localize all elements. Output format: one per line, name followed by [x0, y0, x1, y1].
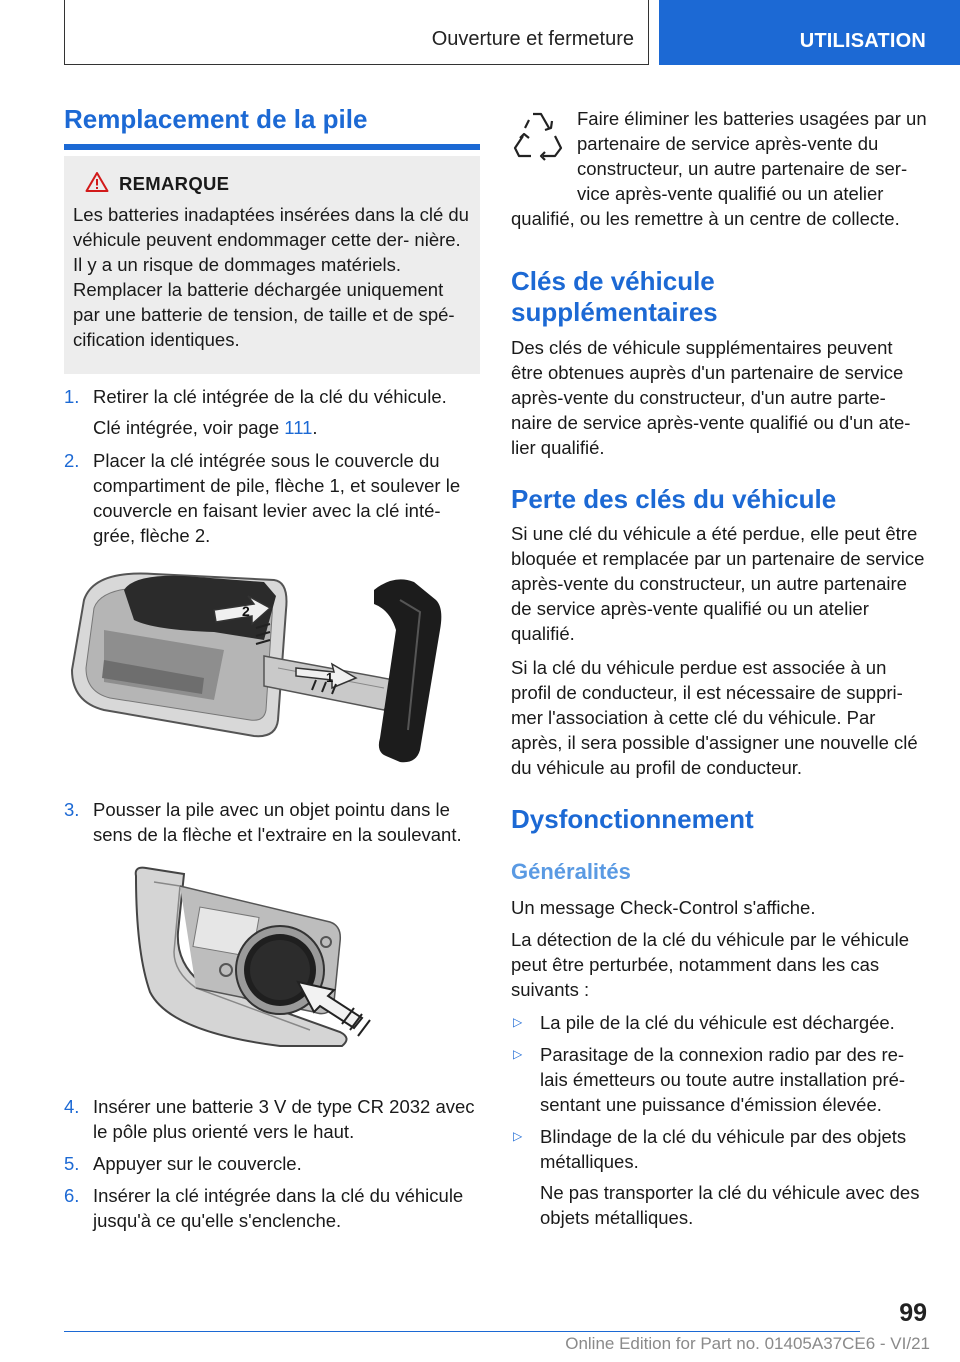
illustration-battery-push: [130, 862, 392, 1052]
header-section-tab[interactable]: [659, 0, 960, 65]
lost-keys-text-2: Si la clé du véhicule perdue est associée à un profil de conducteur, il est nécessaire de suppri- mer l'association à cette clé du véhicule. Par après, il sera possible d'assigner une nouvelle clé du véhicule au profil de conducteur.: [511, 657, 918, 778]
notice-label: REMARQUE: [119, 173, 230, 194]
header-chapter-box: [64, 0, 649, 65]
step-1: [64, 384, 480, 440]
page-link[interactable]: 111: [284, 417, 313, 438]
list-item: [511, 1124, 927, 1230]
notice-header: [85, 170, 470, 198]
header-section: UTILISATION: [799, 30, 926, 52]
notice-box: [64, 156, 480, 374]
step-4: [64, 1094, 480, 1144]
general-text-1: Un message Check-Control s'affiche.: [511, 897, 816, 918]
step-number: 5.: [64, 1153, 80, 1174]
illustration-key-removal: [64, 560, 476, 770]
bullet-triangle-icon: ▷: [513, 1015, 523, 1029]
section-title-extra-keys: [511, 266, 927, 328]
reference-suffix: .: [312, 417, 318, 438]
step-text: Pousser la pile avec un objet pointu dans le sens de la flèche et l'extraire en la soulevant.: [93, 799, 462, 845]
step-text: Placer la clé intégrée sous le couvercle du compartiment de pile, flèche 1, et soulever le couvercle en faisant levier avec la clé inté- grée, flèche 2.: [93, 450, 461, 546]
header-chapter: Ouverture et fermeture: [431, 28, 634, 50]
footer-edition: Online Edition for Part no. 01405A37CE6 - VI/21: [565, 1334, 930, 1353]
step-2: [64, 448, 480, 548]
title-line-1: Clés de véhicule: [511, 266, 715, 296]
reference-prefix: Clé intégrée, voir page: [93, 417, 285, 438]
bullet-triangle-icon: ▷: [513, 1047, 523, 1061]
bullet-text: Blindage de la clé du véhicule par des objets métalliques.: [540, 1126, 907, 1172]
arrow-1-label: 1: [326, 670, 334, 685]
step-1-reference: [93, 415, 480, 440]
step-number: 3.: [64, 799, 80, 820]
step-text: Appuyer sur le couvercle.: [93, 1153, 302, 1174]
bullet-text: La pile de la clé du véhicule est déchargée.: [540, 1012, 895, 1033]
disposal-block: [511, 106, 927, 231]
page-number: 99: [899, 1299, 927, 1327]
step-text: Insérer la clé intégrée dans la clé du véhicule jusqu'à ce qu'elle s'enclenche.: [93, 1185, 464, 1231]
footer-rule: [64, 1331, 860, 1332]
section-title-lost-keys: Perte des clés du véhicule: [511, 484, 837, 514]
lost-keys-text-1: Si une clé du véhicule a été perdue, elle peut être bloquée et remplacée par un partenaire de service après-vente du constructeur, un autre partenaire de service après-vente qualifié ou un atelier qualifié.: [511, 523, 925, 644]
notice-text: Les batteries inadaptées insérées dans la clé du véhicule peuvent endommager cette der- nière. Il y a un risque de dommages matériels. Remplacer la batterie déchargée uniquement par une batterie de tension, de taille et de spé- cification identiques.: [73, 204, 469, 350]
step-3: [64, 797, 480, 847]
title-line-2: supplémentaires: [511, 297, 718, 327]
recycling-icon: [511, 106, 571, 182]
list-item: [511, 1042, 927, 1117]
section-title-battery: Remplacement de la pile: [64, 104, 368, 134]
extra-keys-text: Des clés de véhicule supplémentaires peuvent être obtenues auprès d'un partenaire de service après-vente du constructeur, d'un autre parte- naire de service après-vente qualifié ou d'un ate- lier qualifié.: [511, 337, 911, 458]
bullet-note: Ne pas transporter la clé du véhicule avec des objets métalliques.: [540, 1182, 920, 1228]
arrow-2-label: 2: [242, 603, 250, 619]
bullet-text: Parasitage de la connexion radio par des re- lais émetteurs ou toute autre installation pré- sentant une puissance d'émission élevée.: [540, 1044, 906, 1115]
step-6: [64, 1183, 480, 1233]
step-text: Retirer la clé intégrée de la clé du véhicule.: [93, 386, 447, 407]
warning-icon: [85, 171, 109, 198]
step-5: [64, 1151, 480, 1176]
bullet-triangle-icon: ▷: [513, 1129, 523, 1143]
title-rule: [64, 144, 480, 150]
general-text-2: La détection de la clé du véhicule par le véhicule peut être perturbée, notamment dans les cas suivants :: [511, 929, 910, 1000]
step-text: Insérer une batterie 3 V de type CR 2032 avec le pôle plus orienté vers le haut.: [93, 1096, 475, 1142]
step-number: 4.: [64, 1096, 80, 1117]
disposal-text: Faire éliminer les batteries usagées par un partenaire de service après-vente du constructeur, un autre partenaire de ser- vice après-vente qualifié ou un atelier qualifié, ou les remettre à un centre de collecte.: [511, 108, 927, 229]
section-title-malfunction: Dysfonctionnement: [511, 804, 754, 834]
step-number: 1.: [64, 386, 80, 407]
subsection-title-general: Généralités: [511, 859, 631, 884]
step-number: 2.: [64, 450, 80, 471]
list-item: [511, 1010, 927, 1035]
step-number: 6.: [64, 1185, 80, 1206]
